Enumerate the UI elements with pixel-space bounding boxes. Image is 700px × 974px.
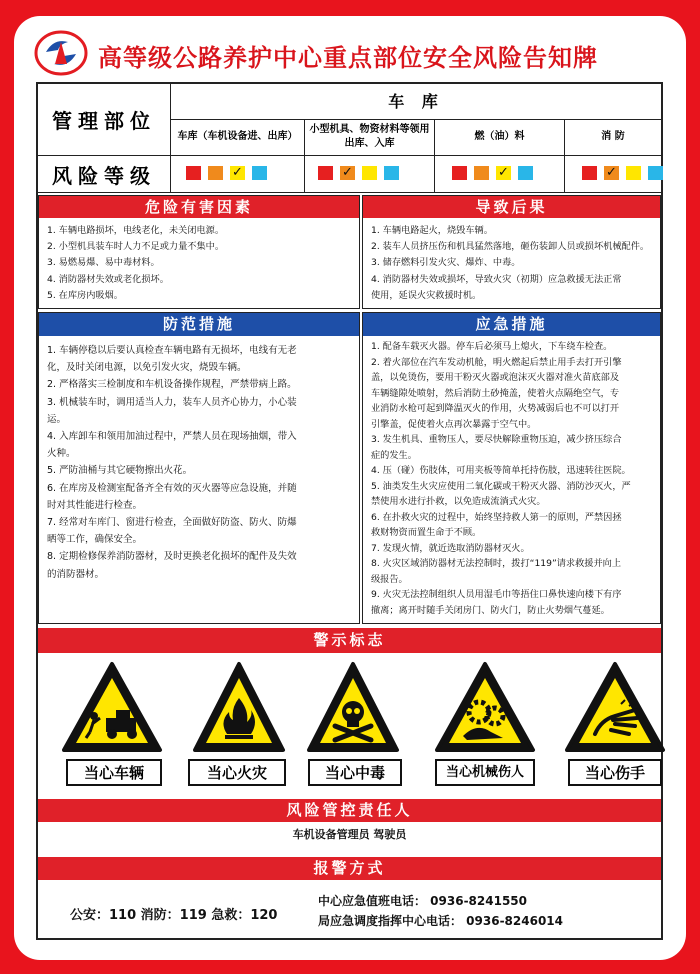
prevention-item: 2. 严格落实三检制度和车机设备操作规程，严禁带病上路。 xyxy=(47,379,297,391)
consequences-item: 3. 储存燃料引发火灾、爆炸、中毒。 xyxy=(371,257,521,269)
risk-level-square: ✓ xyxy=(230,166,245,180)
emergency-item: 9. 火灾无法控制组织人员用湿毛巾等捂住口鼻快速向楼下有序 xyxy=(371,589,622,600)
risk-level-square xyxy=(648,166,663,180)
alarm-title: 报警方式 xyxy=(38,857,661,880)
risk-level-square xyxy=(362,166,377,180)
risk-level-square xyxy=(474,166,489,180)
emergency-item: 8. 火灾区域消防器材无法控制时，拨打“119”请求救援并向上 xyxy=(371,558,622,569)
highway-logo-icon xyxy=(34,30,88,76)
risk-level-square xyxy=(252,166,267,180)
consequences-title: 导致后果 xyxy=(363,196,660,218)
responsible-value: 车机设备管理员 驾驶员 xyxy=(292,828,407,841)
risk-level-square xyxy=(186,166,201,180)
emergency-item: 5. 油类发生火灾应使用二氧化碳或干粉灭火器、消防沙灭火，严 xyxy=(371,480,631,492)
machinery-warning-icon xyxy=(433,660,537,755)
emergency-item: 救财物资而置生命于不顾。 xyxy=(371,527,482,538)
emergency-item: 4. 压（碰）伤肢体，可用夹板等简单托持伤肢，迅速转往医院。 xyxy=(371,465,631,476)
sign-label: 当心伤手 xyxy=(568,759,662,786)
prevention-item: 6. 在库房及检测室配备齐全有效的灭火器等应急设施，并随 xyxy=(47,482,297,494)
sign-label: 当心机械伤人 xyxy=(435,759,535,786)
consequences-item: 使用，延误火灾救援时机。 xyxy=(371,289,482,301)
risk-level-square xyxy=(208,166,223,180)
emergency-item: 业消防水枪可起到降温灭火的作用，火势减弱后也不可以打开 xyxy=(371,403,620,414)
mgmt-label: 管理部位 xyxy=(38,84,171,155)
signs-title: 警示标志 xyxy=(38,628,661,653)
prevention-list xyxy=(39,342,359,583)
risk-level-square: ✓ xyxy=(496,166,511,180)
emergency-item: 1. 配备车载灭火器。停车后必须马上熄火，下车绕车检查。 xyxy=(371,341,613,352)
prevention-item: 4. 入库卸车和领用加油过程中，严禁人员在现场抽烟，带入 xyxy=(47,431,297,443)
sign-label: 当心火灾 xyxy=(188,759,286,786)
hazards-item: 3. 易燃易爆、易中毒材料。 xyxy=(47,257,160,269)
emergency-item: 禁使用水进行扑救，以免造成流淌式火灾。 xyxy=(371,496,546,507)
vehicle-warning-icon xyxy=(60,660,164,755)
category-label: 消 防 xyxy=(601,131,625,142)
category-label: 车库（车机设备进、出库） xyxy=(177,131,298,142)
prevention-item: 1. 车辆停稳以后要认真检查车辆电路有无损坏，电线有无老 xyxy=(47,345,297,356)
hazards-list xyxy=(39,223,359,304)
prevention-item: 运。 xyxy=(47,413,67,425)
sign-label: 当心车辆 xyxy=(66,759,162,786)
emergency-item: 7. 发现火情，就近选取消防器材灭火。 xyxy=(371,542,530,554)
risk-level-square xyxy=(318,166,333,180)
consequences-item: 1. 车辆电路起火，烧毁车辆。 xyxy=(371,225,493,236)
risk-level-square xyxy=(518,166,533,180)
emergency-item: 2. 着火部位在汽车发动机舱，明火燃起后禁止用手去打开引擎 xyxy=(371,356,622,368)
category-label: 小型机具、物资材料等领用出库、入库 xyxy=(309,124,430,149)
risk-level-square: ✓ xyxy=(340,166,355,180)
prevention-item: 的消防器材。 xyxy=(47,568,105,580)
prevention-item: 8. 定期检修保养消防器材，及时更换老化损坏的配件及失效 xyxy=(47,551,297,563)
emergency-item: 盖，以免烫伤，要用干粉灭火器或泡沫灭火器对准火苗底部及 xyxy=(371,372,620,383)
consequences-list xyxy=(363,223,660,304)
prevention-item: 7. 经常对车库门、窗进行检查，全面做好防盗、防火、防爆 xyxy=(47,517,297,529)
page-title: 高等级公路养护中心重点部位安全风险告知牌 xyxy=(98,44,598,72)
responsible-title: 风险管控责任人 xyxy=(38,799,661,822)
emergency-item: 症的发生。 xyxy=(371,449,417,461)
prevention-item: 化，及时关闭电源，以免引发火灾，烧毁车辆。 xyxy=(47,362,247,374)
category-label: 燃（油）料 xyxy=(474,131,525,142)
risk-level-square xyxy=(384,166,399,180)
risk-level-square: ✓ xyxy=(604,166,619,180)
risk-level-square xyxy=(626,166,641,180)
emergency-item: 3. 发生机具、重物压人，要尽快解除重物压迫，减少挤压综合 xyxy=(371,434,622,445)
hazards-item: 4. 消防器材失效或老化损坏。 xyxy=(47,273,169,285)
emergency-item: 级报告。 xyxy=(371,573,408,585)
sign-label: 当心中毒 xyxy=(308,759,402,786)
alarm-numbers: 公安：110 消防：119 急救：120 xyxy=(70,908,278,923)
fire-warning-icon xyxy=(191,660,287,755)
hazards-item: 2. 小型机具装车时人力不足或力量不集中。 xyxy=(47,241,225,253)
poison-warning-icon xyxy=(305,660,401,755)
prevention-item: 晒等工作，确保安全。 xyxy=(47,534,143,546)
mgmt-value: 车 库 xyxy=(388,92,444,111)
emergency-item: 车辆缝隙处喷射，然后消防土砂掩盖，使着火点隔绝空气，专 xyxy=(371,387,620,399)
risk-label: 风险等级 xyxy=(38,155,171,192)
hand-injury-warning-icon xyxy=(563,660,667,755)
duty-phone: 中心应急值班电话： 0936-8241550 xyxy=(318,894,528,908)
hazards-item: 1. 车辆电路损坏，电线老化，未关闭电源。 xyxy=(47,225,225,236)
emergency-title: 应急措施 xyxy=(363,313,660,336)
prevention-title: 防范措施 xyxy=(39,313,359,336)
emergency-item: 6. 在扑救火灾的过程中，始终坚持救人第一的原则，严禁因拯 xyxy=(371,511,622,523)
risk-level-square xyxy=(452,166,467,180)
consequences-item: 4. 消防器材失效或损坏，导致火灾（初期）应急救援无法正常 xyxy=(371,273,622,285)
emergency-list xyxy=(363,339,660,618)
prevention-item: 5. 严防油桶与其它硬物擦出火花。 xyxy=(47,465,193,477)
hazards-item: 5. 在库房内吸烟。 xyxy=(47,289,123,301)
consequences-item: 2. 装车人员挤压伤和机具猛然落地，砸伤装卸人员或损坏机械配件。 xyxy=(371,241,650,253)
emergency-item: 引擎盖，促使着火点再次暴露于空气中。 xyxy=(371,418,537,430)
dispatch-phone: 局应急调度指挥中心电话： 0936-8246014 xyxy=(318,914,564,928)
emergency-item: 撤离；离开时随手关闭房门、防火门，防止火势烟气蔓延。 xyxy=(371,604,610,616)
prevention-item: 火种。 xyxy=(47,448,76,460)
hazards-title: 危险有害因素 xyxy=(39,196,359,218)
prevention-item: 3. 机械装车时，调用适当人力，装车人员齐心协力，小心装 xyxy=(47,396,297,408)
risk-level-square xyxy=(582,166,597,180)
prevention-item: 时对其性能进行检查。 xyxy=(47,499,143,511)
